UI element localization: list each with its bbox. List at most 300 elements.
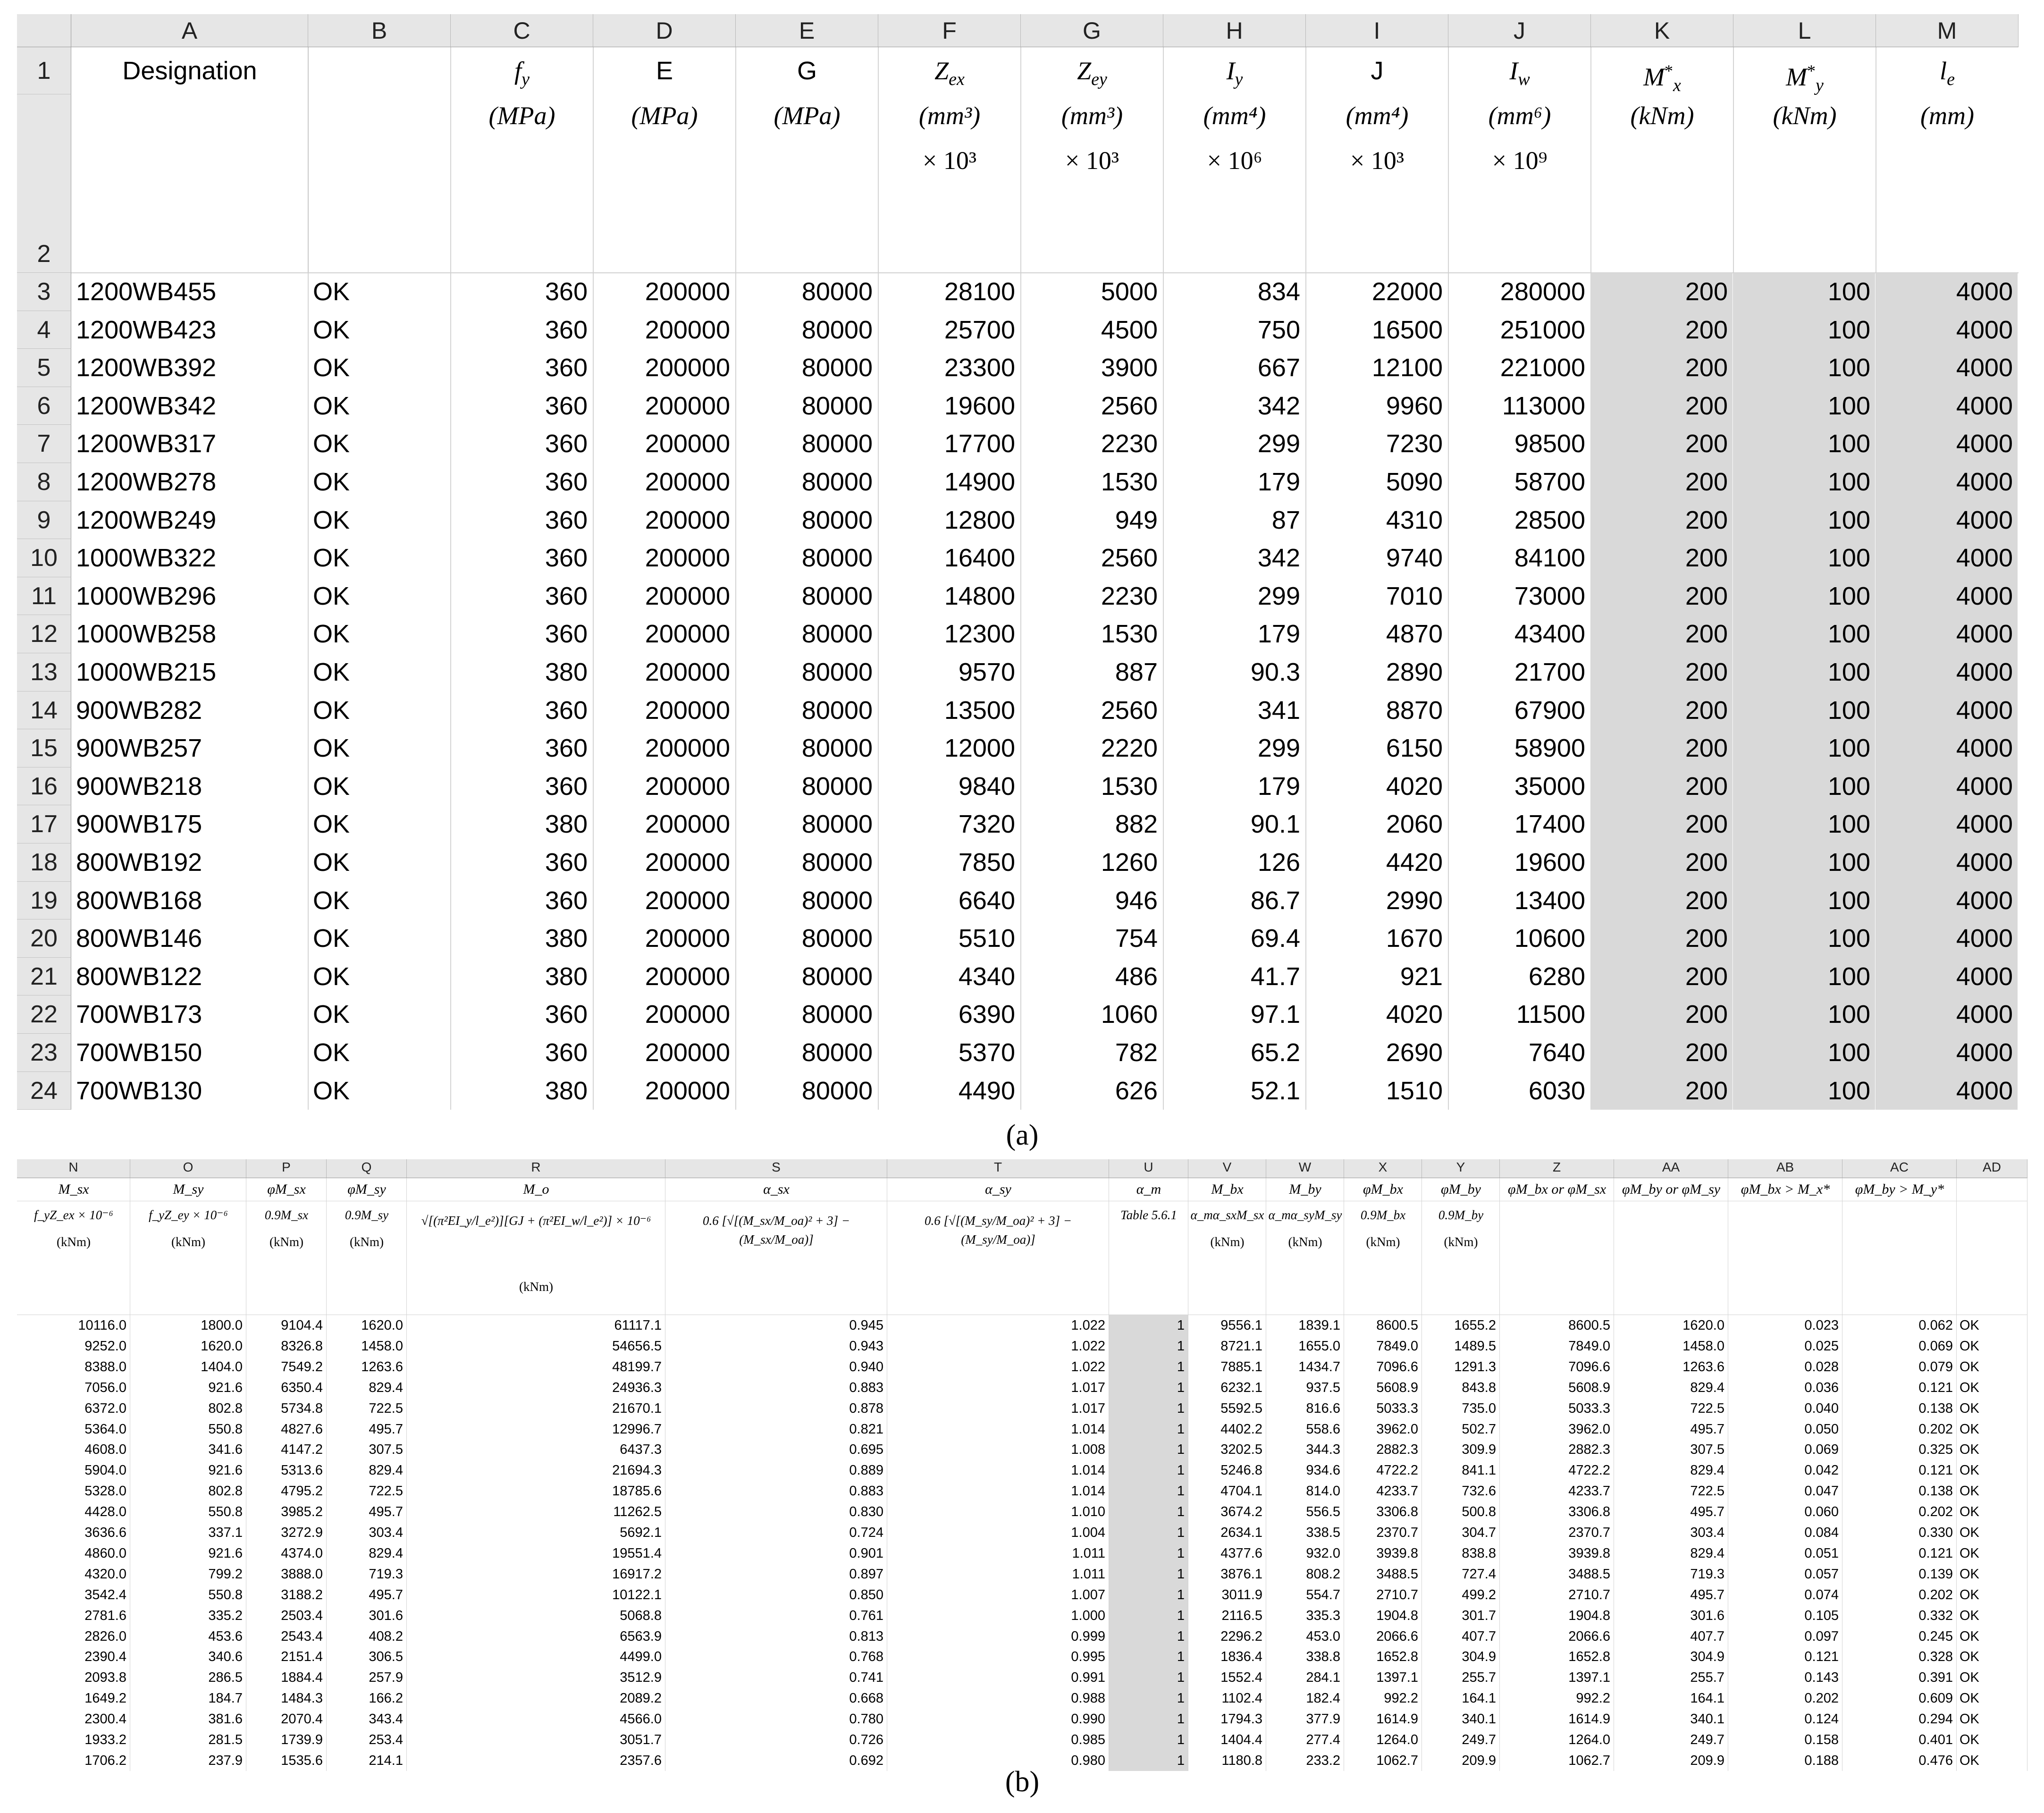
table-cell[interactable]: 0.158 bbox=[1804, 1732, 1839, 1747]
table-cell[interactable]: 0.069 bbox=[1804, 1442, 1839, 1458]
table-cell[interactable]: 829.4 bbox=[369, 1545, 403, 1561]
table-cell[interactable]: 1614.9 bbox=[1376, 1712, 1418, 1727]
table-cell[interactable]: 719.3 bbox=[369, 1566, 403, 1582]
table-cell[interactable]: 1 bbox=[1177, 1691, 1185, 1706]
table-cell[interactable]: 7010 bbox=[1386, 582, 1443, 610]
table-cell[interactable]: 360 bbox=[545, 391, 588, 420]
table-cell[interactable]: OK bbox=[1960, 1712, 1979, 1727]
table-cell[interactable]: 0.084 bbox=[1804, 1525, 1839, 1540]
table-cell[interactable]: 6150 bbox=[1386, 734, 1443, 763]
table-cell[interactable]: 0.980 bbox=[1071, 1753, 1105, 1768]
table-cell[interactable]: 1884.4 bbox=[281, 1670, 323, 1686]
table-cell[interactable]: 307.5 bbox=[1690, 1442, 1724, 1458]
table-cell[interactable]: 782 bbox=[1115, 1038, 1158, 1067]
table-cell[interactable]: 58700 bbox=[1514, 468, 1585, 496]
table-cell[interactable]: 2089.2 bbox=[620, 1691, 662, 1706]
table-cell[interactable]: 1510 bbox=[1386, 1076, 1443, 1105]
row-header[interactable]: 12 bbox=[17, 615, 71, 653]
table-cell[interactable]: 3306.8 bbox=[1376, 1504, 1418, 1520]
table-cell[interactable]: 100 bbox=[1733, 577, 1875, 616]
table-cell[interactable]: 4377.6 bbox=[1220, 1545, 1262, 1561]
table-cell[interactable]: 2990 bbox=[1386, 886, 1443, 915]
column-header-d[interactable]: D bbox=[593, 14, 736, 47]
table-cell[interactable]: 0.138 bbox=[1918, 1400, 1953, 1416]
column-header-q[interactable]: Q bbox=[327, 1159, 407, 1178]
table-cell[interactable]: 100 bbox=[1733, 1034, 1875, 1072]
table-cell[interactable]: 2560 bbox=[1101, 696, 1158, 725]
table-cell[interactable]: 360 bbox=[545, 886, 588, 915]
table-cell[interactable]: 0.990 bbox=[1071, 1712, 1105, 1727]
table-cell[interactable]: 299 bbox=[1257, 582, 1300, 610]
table-cell[interactable]: 4000 bbox=[1876, 1034, 2018, 1072]
table-cell[interactable]: OK bbox=[313, 658, 350, 686]
table-cell[interactable]: 5734.8 bbox=[281, 1400, 323, 1416]
row-header[interactable]: 20 bbox=[17, 919, 71, 958]
table-cell[interactable]: 200 bbox=[1591, 995, 1733, 1034]
table-cell[interactable]: 700WB150 bbox=[76, 1038, 202, 1067]
table-cell[interactable]: 8600.5 bbox=[1568, 1318, 1610, 1333]
table-cell[interactable]: 1530 bbox=[1101, 468, 1158, 496]
column-header-ab[interactable]: AB bbox=[1728, 1159, 1842, 1178]
table-cell[interactable]: 380 bbox=[545, 962, 588, 991]
table-cell[interactable]: 1530 bbox=[1101, 620, 1158, 649]
table-cell[interactable]: 887 bbox=[1115, 658, 1158, 686]
table-cell[interactable]: 0.988 bbox=[1071, 1691, 1105, 1706]
table-cell[interactable]: 1620.0 bbox=[1682, 1318, 1724, 1333]
row-header[interactable]: 13 bbox=[17, 653, 71, 691]
table-cell[interactable]: 4374.0 bbox=[281, 1545, 323, 1561]
table-cell[interactable]: OK bbox=[1960, 1587, 1979, 1602]
table-cell[interactable]: 200000 bbox=[645, 886, 730, 915]
column-header-m[interactable]: M bbox=[1876, 14, 2019, 47]
table-cell[interactable]: 100 bbox=[1733, 882, 1875, 920]
table-cell[interactable]: 179 bbox=[1257, 772, 1300, 801]
table-cell[interactable]: 800WB146 bbox=[76, 924, 202, 953]
table-cell[interactable]: 1 bbox=[1177, 1400, 1185, 1416]
table-cell[interactable]: 284.1 bbox=[1306, 1670, 1340, 1686]
table-cell[interactable]: 309.9 bbox=[1462, 1442, 1496, 1458]
table-cell[interactable]: 2882.3 bbox=[1376, 1442, 1418, 1458]
table-cell[interactable]: 43400 bbox=[1514, 620, 1585, 649]
table-cell[interactable]: 1200WB249 bbox=[76, 506, 217, 534]
table-cell[interactable]: 8870 bbox=[1386, 696, 1443, 725]
table-cell[interactable]: 3985.2 bbox=[281, 1504, 323, 1520]
table-cell[interactable]: 0.105 bbox=[1804, 1608, 1839, 1623]
table-cell[interactable]: 2543.4 bbox=[281, 1628, 323, 1644]
table-cell[interactable]: 992.2 bbox=[1384, 1691, 1418, 1706]
table-cell[interactable]: 6232.1 bbox=[1220, 1380, 1262, 1395]
table-cell[interactable]: 0.985 bbox=[1071, 1732, 1105, 1747]
column-header-k[interactable]: K bbox=[1591, 14, 1733, 47]
column-header-l[interactable]: L bbox=[1733, 14, 1876, 47]
table-cell[interactable]: 0.821 bbox=[849, 1421, 883, 1437]
table-cell[interactable]: 200000 bbox=[645, 658, 730, 686]
table-cell[interactable]: 0.138 bbox=[1918, 1484, 1953, 1499]
table-cell[interactable]: 1 bbox=[1177, 1442, 1185, 1458]
table-cell[interactable]: 200000 bbox=[645, 1038, 730, 1067]
row-header[interactable]: 17 bbox=[17, 805, 71, 843]
table-cell[interactable]: 342 bbox=[1257, 391, 1300, 420]
table-cell[interactable]: 1.022 bbox=[1071, 1318, 1105, 1333]
table-cell[interactable]: 360 bbox=[545, 582, 588, 610]
table-cell[interactable]: 800WB168 bbox=[76, 886, 202, 915]
table-cell[interactable]: 8600.5 bbox=[1376, 1318, 1418, 1333]
column-header-f[interactable]: F bbox=[878, 14, 1021, 47]
table-cell[interactable]: 495.7 bbox=[369, 1587, 403, 1602]
table-cell[interactable]: 4000 bbox=[1876, 805, 2018, 843]
column-header-u[interactable]: U bbox=[1109, 1159, 1188, 1178]
table-cell[interactable]: 3636.6 bbox=[84, 1525, 126, 1540]
table-cell[interactable]: 200000 bbox=[645, 620, 730, 649]
table-cell[interactable]: OK bbox=[313, 924, 350, 953]
row-header-2[interactable]: 2 bbox=[17, 94, 71, 273]
table-cell[interactable]: 200000 bbox=[645, 506, 730, 534]
table-cell[interactable]: 3939.8 bbox=[1568, 1545, 1610, 1561]
table-cell[interactable]: 338.5 bbox=[1306, 1525, 1340, 1540]
table-cell[interactable]: 200000 bbox=[645, 544, 730, 573]
table-cell[interactable]: 7640 bbox=[1528, 1038, 1585, 1067]
table-cell[interactable]: 80000 bbox=[801, 506, 873, 534]
table-cell[interactable]: 21670.1 bbox=[612, 1400, 662, 1416]
table-cell[interactable]: 4500 bbox=[1101, 315, 1158, 344]
table-cell[interactable]: 1933.2 bbox=[84, 1732, 126, 1747]
table-cell[interactable]: 1484.3 bbox=[281, 1691, 323, 1706]
table-cell[interactable]: 21694.3 bbox=[612, 1463, 662, 1478]
table-cell[interactable]: 360 bbox=[545, 696, 588, 725]
table-cell[interactable]: 41.7 bbox=[1250, 962, 1300, 991]
table-cell[interactable]: 6640 bbox=[958, 886, 1015, 915]
table-cell[interactable]: 4000 bbox=[1876, 1072, 2018, 1110]
table-cell[interactable]: 2370.7 bbox=[1376, 1525, 1418, 1540]
table-cell[interactable]: 360 bbox=[545, 315, 588, 344]
table-cell[interactable]: OK bbox=[1960, 1608, 1979, 1623]
table-cell[interactable]: 337.1 bbox=[208, 1525, 243, 1540]
table-cell[interactable]: 200000 bbox=[645, 354, 730, 382]
table-cell[interactable]: OK bbox=[313, 391, 350, 420]
table-cell[interactable]: OK bbox=[313, 1076, 350, 1105]
table-cell[interactable]: 921 bbox=[1400, 962, 1443, 991]
table-cell[interactable]: 0.245 bbox=[1918, 1628, 1953, 1644]
table-cell[interactable]: 1739.9 bbox=[281, 1732, 323, 1747]
table-cell[interactable]: 2220 bbox=[1101, 734, 1158, 763]
table-cell[interactable]: 80000 bbox=[801, 391, 873, 420]
row-header[interactable]: 19 bbox=[17, 882, 71, 920]
table-cell[interactable]: 4000 bbox=[1876, 425, 2018, 463]
table-cell[interactable]: 1 bbox=[1177, 1566, 1185, 1582]
table-cell[interactable]: 829.4 bbox=[1690, 1545, 1724, 1561]
table-cell[interactable]: 100 bbox=[1733, 729, 1875, 767]
table-cell[interactable]: 900WB282 bbox=[76, 696, 202, 725]
table-cell[interactable]: 54656.5 bbox=[612, 1338, 662, 1354]
table-cell[interactable]: 9104.4 bbox=[281, 1318, 323, 1333]
table-cell[interactable]: 735.0 bbox=[1462, 1400, 1496, 1416]
table-cell[interactable]: 1.011 bbox=[1072, 1545, 1105, 1561]
table-cell[interactable]: 303.4 bbox=[1690, 1525, 1724, 1540]
table-cell[interactable]: 0.692 bbox=[849, 1753, 883, 1768]
table-cell[interactable]: 3051.7 bbox=[620, 1732, 662, 1747]
table-cell[interactable]: 5328.0 bbox=[84, 1484, 126, 1499]
table-cell[interactable]: 65.2 bbox=[1250, 1038, 1300, 1067]
table-cell[interactable]: 722.5 bbox=[369, 1484, 403, 1499]
table-cell[interactable]: 5510 bbox=[958, 924, 1015, 953]
table-cell[interactable]: OK bbox=[313, 962, 350, 991]
table-cell[interactable]: 2560 bbox=[1101, 391, 1158, 420]
table-cell[interactable]: 1620.0 bbox=[201, 1338, 243, 1354]
table-cell[interactable]: 200 bbox=[1591, 919, 1733, 958]
table-cell[interactable]: 4000 bbox=[1876, 273, 2018, 311]
table-cell[interactable]: 341 bbox=[1257, 696, 1300, 725]
table-cell[interactable]: 80000 bbox=[801, 734, 873, 763]
table-cell[interactable]: 0.294 bbox=[1918, 1712, 1953, 1727]
table-cell[interactable]: 550.8 bbox=[208, 1421, 243, 1437]
table-cell[interactable]: 7230 bbox=[1386, 430, 1443, 458]
table-cell[interactable]: 1652.8 bbox=[1376, 1649, 1418, 1665]
table-cell[interactable]: 249.7 bbox=[1690, 1732, 1724, 1747]
table-cell[interactable]: 301.6 bbox=[1690, 1608, 1724, 1623]
table-cell[interactable]: 3488.5 bbox=[1568, 1566, 1610, 1582]
table-cell[interactable]: 18785.6 bbox=[612, 1484, 662, 1499]
table-cell[interactable]: 304.7 bbox=[1462, 1525, 1496, 1540]
table-cell[interactable]: 253.4 bbox=[369, 1732, 403, 1747]
table-cell[interactable]: 4000 bbox=[1876, 349, 2018, 387]
table-cell[interactable]: 80000 bbox=[801, 582, 873, 610]
table-cell[interactable]: 200 bbox=[1591, 691, 1733, 730]
table-cell[interactable]: 100 bbox=[1733, 615, 1875, 653]
table-cell[interactable]: 800WB192 bbox=[76, 848, 202, 877]
table-cell[interactable]: OK bbox=[1960, 1463, 1979, 1478]
table-cell[interactable]: 0.121 bbox=[1918, 1380, 1953, 1395]
table-cell[interactable]: 1263.6 bbox=[361, 1359, 403, 1375]
table-cell[interactable]: 8388.0 bbox=[84, 1359, 126, 1375]
table-cell[interactable]: 4420 bbox=[1386, 848, 1443, 877]
table-cell[interactable]: 2690 bbox=[1386, 1038, 1443, 1067]
table-cell[interactable]: 1.022 bbox=[1071, 1338, 1105, 1354]
column-header-b[interactable]: B bbox=[308, 14, 451, 47]
table-cell[interactable]: 80000 bbox=[801, 354, 873, 382]
table-cell[interactable]: 1 bbox=[1177, 1525, 1185, 1540]
table-cell[interactable]: 1 bbox=[1177, 1649, 1185, 1665]
table-cell[interactable]: 932.0 bbox=[1306, 1545, 1340, 1561]
table-cell[interactable]: 1904.8 bbox=[1376, 1608, 1418, 1623]
table-cell[interactable]: 1 bbox=[1177, 1380, 1185, 1395]
table-cell[interactable]: 4795.2 bbox=[281, 1484, 323, 1499]
table-cell[interactable]: 9840 bbox=[958, 772, 1015, 801]
table-cell[interactable]: 0.401 bbox=[1918, 1732, 1953, 1747]
table-cell[interactable]: 3962.0 bbox=[1376, 1421, 1418, 1437]
table-cell[interactable]: OK bbox=[313, 734, 350, 763]
table-cell[interactable]: 3202.5 bbox=[1220, 1442, 1262, 1458]
table-cell[interactable]: 179 bbox=[1257, 468, 1300, 496]
table-cell[interactable]: 5370 bbox=[958, 1038, 1015, 1067]
table-cell[interactable]: 2151.4 bbox=[281, 1649, 323, 1665]
table-cell[interactable]: 1.004 bbox=[1071, 1525, 1105, 1540]
table-cell[interactable]: 900WB175 bbox=[76, 810, 202, 839]
corner-cell[interactable] bbox=[17, 14, 71, 47]
table-cell[interactable]: 0.768 bbox=[849, 1649, 883, 1665]
row-header[interactable]: 4 bbox=[17, 311, 71, 349]
table-cell[interactable]: 2093.8 bbox=[84, 1670, 126, 1686]
table-cell[interactable]: 0.943 bbox=[849, 1338, 883, 1354]
table-cell[interactable]: 100 bbox=[1733, 995, 1875, 1034]
table-cell[interactable]: 700WB173 bbox=[76, 1000, 202, 1029]
table-cell[interactable]: 1649.2 bbox=[84, 1691, 126, 1706]
table-cell[interactable]: 299 bbox=[1257, 430, 1300, 458]
table-cell[interactable]: 4566.0 bbox=[620, 1712, 662, 1727]
table-cell[interactable]: 1614.9 bbox=[1568, 1712, 1610, 1727]
table-cell[interactable]: OK bbox=[313, 620, 350, 649]
table-cell[interactable]: 1 bbox=[1177, 1608, 1185, 1623]
table-cell[interactable]: OK bbox=[1960, 1380, 1979, 1395]
table-cell[interactable]: 453.0 bbox=[1306, 1628, 1340, 1644]
table-cell[interactable]: 802.8 bbox=[208, 1484, 243, 1499]
table-cell[interactable]: 799.2 bbox=[208, 1566, 243, 1582]
table-cell[interactable]: 80000 bbox=[801, 696, 873, 725]
column-header-h[interactable]: H bbox=[1163, 14, 1306, 47]
table-cell[interactable]: 184.7 bbox=[208, 1691, 243, 1706]
table-cell[interactable]: 1 bbox=[1177, 1484, 1185, 1499]
table-cell[interactable]: 1655.2 bbox=[1454, 1318, 1496, 1333]
table-cell[interactable]: 0.069 bbox=[1918, 1338, 1953, 1354]
table-cell[interactable]: 3272.9 bbox=[281, 1525, 323, 1540]
table-cell[interactable]: 949 bbox=[1115, 506, 1158, 534]
table-cell[interactable]: 495.7 bbox=[369, 1421, 403, 1437]
table-cell[interactable]: 5608.9 bbox=[1376, 1380, 1418, 1395]
table-cell[interactable]: 97.1 bbox=[1250, 1000, 1300, 1029]
table-cell[interactable]: 2390.4 bbox=[84, 1649, 126, 1665]
table-cell[interactable]: 4000 bbox=[1876, 615, 2018, 653]
table-cell[interactable]: 0.042 bbox=[1804, 1463, 1839, 1478]
table-cell[interactable]: 3900 bbox=[1101, 354, 1158, 382]
table-cell[interactable]: 1263.6 bbox=[1682, 1359, 1724, 1375]
table-cell[interactable]: 626 bbox=[1115, 1076, 1158, 1105]
table-cell[interactable]: 200000 bbox=[645, 430, 730, 458]
table-cell[interactable]: 1552.4 bbox=[1220, 1670, 1262, 1686]
table-cell[interactable]: 495.7 bbox=[1690, 1421, 1724, 1437]
table-cell[interactable]: 23300 bbox=[944, 354, 1015, 382]
table-cell[interactable]: 200 bbox=[1591, 958, 1733, 996]
table-cell[interactable]: 1670 bbox=[1386, 924, 1443, 953]
table-cell[interactable]: 14800 bbox=[944, 582, 1015, 610]
table-cell[interactable]: 100 bbox=[1733, 387, 1875, 425]
table-cell[interactable]: 0.079 bbox=[1918, 1359, 1953, 1375]
table-cell[interactable]: 7849.0 bbox=[1376, 1338, 1418, 1354]
table-cell[interactable]: 1.014 bbox=[1071, 1421, 1105, 1437]
table-cell[interactable]: 301.7 bbox=[1462, 1608, 1496, 1623]
table-cell[interactable]: 4490 bbox=[958, 1076, 1015, 1105]
table-cell[interactable]: 453.6 bbox=[208, 1628, 243, 1644]
table-cell[interactable]: 335.2 bbox=[208, 1608, 243, 1623]
table-cell[interactable]: 495.7 bbox=[1690, 1504, 1724, 1520]
table-cell[interactable]: 0.143 bbox=[1804, 1670, 1839, 1686]
table-cell[interactable]: 12000 bbox=[944, 734, 1015, 763]
table-cell[interactable]: 4000 bbox=[1876, 958, 2018, 996]
table-cell[interactable]: 1 bbox=[1177, 1463, 1185, 1478]
table-cell[interactable]: 69.4 bbox=[1250, 924, 1300, 953]
table-cell[interactable]: 2634.1 bbox=[1220, 1525, 1262, 1540]
table-cell[interactable]: OK bbox=[1960, 1338, 1979, 1354]
table-cell[interactable]: 0.780 bbox=[849, 1712, 883, 1727]
table-cell[interactable]: 360 bbox=[545, 1038, 588, 1067]
table-cell[interactable]: 2230 bbox=[1101, 582, 1158, 610]
table-cell[interactable]: 1530 bbox=[1101, 772, 1158, 801]
column-header-j[interactable]: J bbox=[1448, 14, 1591, 47]
column-header-aa[interactable]: AA bbox=[1614, 1159, 1728, 1178]
table-cell[interactable]: 4147.2 bbox=[281, 1442, 323, 1458]
table-cell[interactable]: 0.476 bbox=[1918, 1753, 1953, 1768]
table-cell[interactable]: 6350.4 bbox=[281, 1380, 323, 1395]
table-cell[interactable]: 3876.1 bbox=[1220, 1566, 1262, 1582]
table-cell[interactable]: 344.3 bbox=[1306, 1442, 1340, 1458]
table-cell[interactable]: 0.813 bbox=[849, 1628, 883, 1644]
table-cell[interactable]: 200 bbox=[1591, 767, 1733, 806]
table-cell[interactable]: OK bbox=[1960, 1566, 1979, 1582]
table-cell[interactable]: 2781.6 bbox=[84, 1608, 126, 1623]
table-cell[interactable]: 380 bbox=[545, 810, 588, 839]
table-cell[interactable]: 200000 bbox=[645, 582, 730, 610]
table-cell[interactable]: 4704.1 bbox=[1220, 1484, 1262, 1499]
table-cell[interactable]: 1200WB317 bbox=[76, 430, 217, 458]
table-cell[interactable]: 408.2 bbox=[369, 1628, 403, 1644]
table-cell[interactable]: 499.2 bbox=[1462, 1587, 1496, 1602]
table-cell[interactable]: 0.097 bbox=[1804, 1628, 1839, 1644]
table-cell[interactable]: 808.2 bbox=[1306, 1566, 1340, 1582]
table-cell[interactable]: 8326.8 bbox=[281, 1338, 323, 1354]
row-header[interactable]: 24 bbox=[17, 1072, 71, 1110]
table-cell[interactable]: 87 bbox=[1271, 506, 1300, 534]
table-cell[interactable]: 700WB130 bbox=[76, 1076, 202, 1105]
table-cell[interactable]: 921.6 bbox=[208, 1380, 243, 1395]
table-cell[interactable]: 237.9 bbox=[208, 1753, 243, 1768]
table-cell[interactable]: 233.2 bbox=[1306, 1753, 1340, 1768]
table-cell[interactable]: 0.047 bbox=[1804, 1484, 1839, 1499]
table-cell[interactable]: 1 bbox=[1177, 1732, 1185, 1747]
table-cell[interactable]: 719.3 bbox=[1690, 1566, 1724, 1582]
table-cell[interactable]: 829.4 bbox=[369, 1463, 403, 1478]
table-cell[interactable]: 360 bbox=[545, 848, 588, 877]
table-cell[interactable]: 5033.3 bbox=[1568, 1400, 1610, 1416]
table-cell[interactable]: 380 bbox=[545, 924, 588, 953]
table-cell[interactable]: 407.7 bbox=[1462, 1628, 1496, 1644]
table-cell[interactable]: 200 bbox=[1591, 1034, 1733, 1072]
row-header[interactable]: 23 bbox=[17, 1034, 71, 1072]
table-cell[interactable]: 7320 bbox=[958, 810, 1015, 839]
row-header-1[interactable]: 1 bbox=[17, 47, 71, 94]
table-cell[interactable]: 0.050 bbox=[1804, 1421, 1839, 1437]
column-header-p[interactable]: P bbox=[246, 1159, 327, 1178]
table-cell[interactable]: 722.5 bbox=[1690, 1484, 1724, 1499]
table-cell[interactable]: 0.040 bbox=[1804, 1400, 1839, 1416]
table-cell[interactable]: 900WB218 bbox=[76, 772, 202, 801]
table-cell[interactable]: OK bbox=[1960, 1318, 1979, 1333]
table-cell[interactable]: 0.830 bbox=[849, 1504, 883, 1520]
table-cell[interactable]: 360 bbox=[545, 354, 588, 382]
column-header-ac[interactable]: AC bbox=[1842, 1159, 1957, 1178]
table-cell[interactable]: 24936.3 bbox=[612, 1380, 662, 1395]
table-cell[interactable]: 200000 bbox=[645, 848, 730, 877]
table-cell[interactable]: 4402.2 bbox=[1220, 1421, 1262, 1437]
table-cell[interactable]: 3888.0 bbox=[281, 1566, 323, 1582]
table-cell[interactable]: OK bbox=[313, 810, 350, 839]
table-cell[interactable]: 257.9 bbox=[369, 1670, 403, 1686]
table-cell[interactable]: 1397.1 bbox=[1568, 1670, 1610, 1686]
table-cell[interactable]: 4000 bbox=[1876, 843, 2018, 882]
table-cell[interactable]: 304.9 bbox=[1690, 1649, 1724, 1665]
table-cell[interactable]: 1652.8 bbox=[1568, 1649, 1610, 1665]
table-cell[interactable]: 4000 bbox=[1876, 577, 2018, 616]
table-cell[interactable]: 58900 bbox=[1514, 734, 1585, 763]
table-cell[interactable]: 1489.5 bbox=[1454, 1338, 1496, 1354]
row-header[interactable]: 8 bbox=[17, 463, 71, 501]
